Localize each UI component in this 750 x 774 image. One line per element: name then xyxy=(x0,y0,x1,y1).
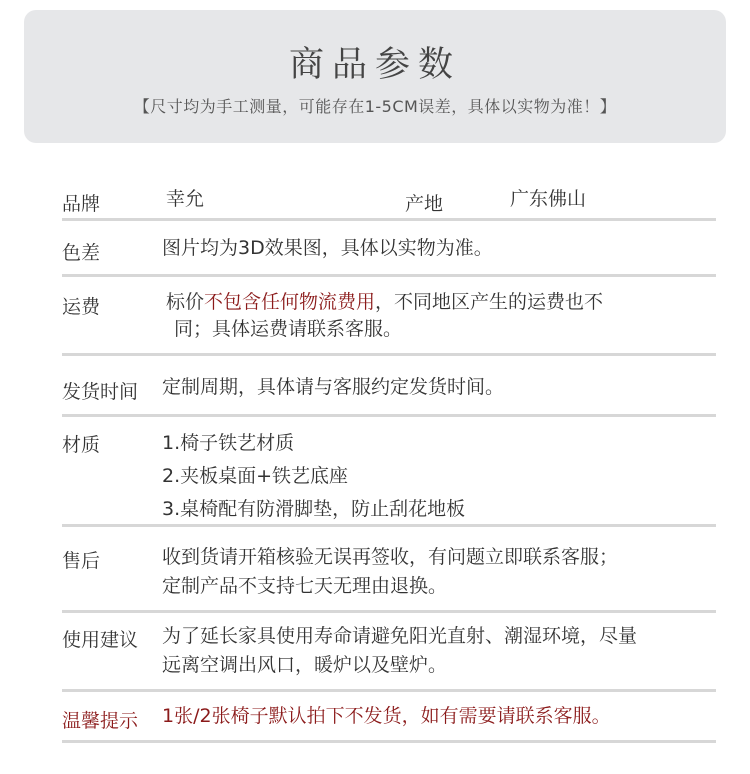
color-label: 色差 xyxy=(62,242,101,264)
aftersale-label: 售后 xyxy=(62,550,101,572)
aftersale-line-1: 收到货请开箱核验无误再签收，有问题立即联系客服； xyxy=(162,546,619,568)
origin-label: 产地 xyxy=(405,193,444,215)
divider xyxy=(62,524,716,527)
divider xyxy=(62,353,716,356)
brand-value: 幸允 xyxy=(166,188,205,210)
aftersale-value xyxy=(162,543,618,601)
usage-line-1: 为了延长家具使用寿命请避免阳光直射、潮湿环境，尽量 xyxy=(162,625,638,647)
shipping-text: 标价 xyxy=(166,291,205,313)
divider xyxy=(62,689,716,692)
usage-value xyxy=(162,622,637,680)
brand-label: 品牌 xyxy=(62,193,101,215)
material-item: 2.夹板桌面+铁艺底座 xyxy=(162,465,349,487)
shipping-line-2: 同；具体运费请联系客服。 xyxy=(174,318,403,340)
divider xyxy=(62,218,716,221)
shipping-text: ，不同地区产生的运费也不 xyxy=(375,291,604,313)
divider xyxy=(62,414,716,417)
divider xyxy=(62,274,716,277)
shipping-value xyxy=(166,289,603,343)
divider xyxy=(62,610,716,613)
material-item: 1.椅子铁艺材质 xyxy=(162,432,295,454)
delivery-value: 定制周期，具体请与客服约定发货时间。 xyxy=(162,376,505,398)
shipping-line-1 xyxy=(166,289,603,316)
shipping-highlight: 不包含任何物流费用 xyxy=(204,291,376,313)
usage-line-2: 远离空调出风口，暖炉以及壁炉。 xyxy=(162,654,448,676)
material-list xyxy=(162,427,465,526)
delivery-label: 发货时间 xyxy=(62,381,139,403)
shipping-label: 运费 xyxy=(62,296,101,318)
aftersale-line-2: 定制产品不支持七天无理由退换。 xyxy=(162,575,448,597)
origin-value: 广东佛山 xyxy=(510,188,587,210)
header-panel xyxy=(24,10,726,143)
divider xyxy=(62,740,716,743)
tip-label: 温馨提示 xyxy=(62,710,139,732)
page-title: 商品参数 xyxy=(288,45,461,85)
tip-value: 1张/2张椅子默认拍下不发货，如有需要请联系客服。 xyxy=(162,705,611,727)
usage-label: 使用建议 xyxy=(62,629,139,651)
color-value: 图片均为3D效果图，具体以实物为准。 xyxy=(162,237,493,259)
material-item: 3.桌椅配有防滑脚垫，防止刮花地板 xyxy=(162,498,466,520)
page-subtitle: 【尺寸均为手工测量，可能存在1-5CM误差，具体以实物为准！】 xyxy=(133,97,617,116)
material-label: 材质 xyxy=(62,434,101,456)
